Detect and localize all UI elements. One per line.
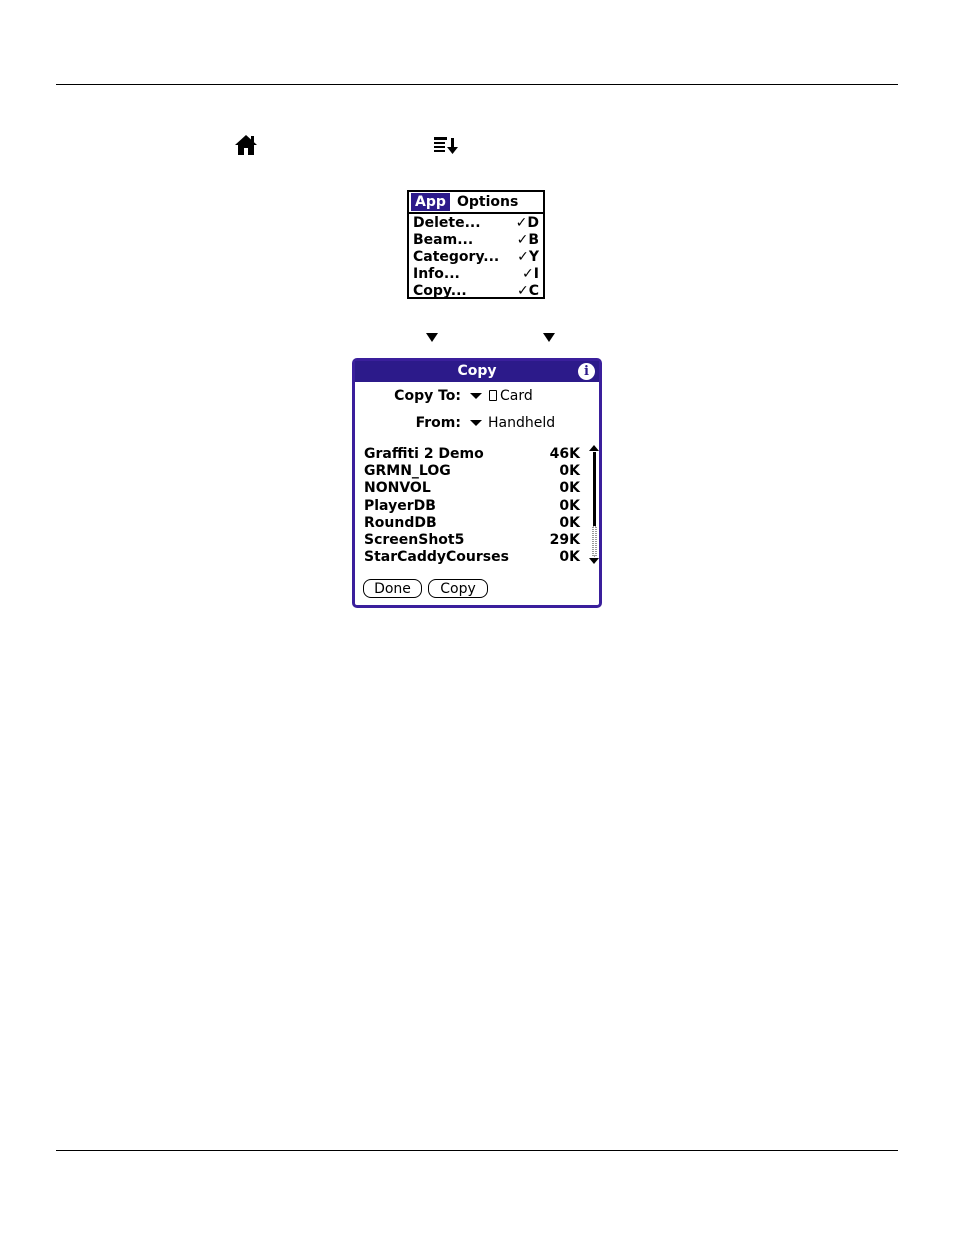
- menu-item-category[interactable]: [409, 249, 543, 266]
- done-button[interactable]: Done: [363, 579, 422, 598]
- menu-item-info[interactable]: [409, 266, 543, 283]
- list-item[interactable]: Graffiti 2 Demo 46K: [364, 446, 580, 462]
- shortcut: ✓B: [516, 232, 539, 248]
- scroll-up-icon: [589, 445, 599, 451]
- menu-item-label: Category...: [413, 249, 500, 265]
- info-icon[interactable]: i: [578, 363, 595, 380]
- dialog-title: Copy: [457, 363, 497, 379]
- list-item[interactable]: NONVOL 0K: [364, 480, 580, 497]
- copy-dialog: [352, 358, 602, 608]
- from-field: [355, 414, 600, 432]
- menu-bar: [409, 192, 543, 214]
- shortcut: ✓D: [515, 215, 539, 231]
- menu-icon: [433, 136, 459, 155]
- shortcut: ✓Y: [517, 249, 539, 265]
- dropdown-arrow-icon: [543, 333, 555, 342]
- copy-button[interactable]: Copy: [428, 579, 488, 598]
- menu-item-label: Copy...: [413, 283, 467, 299]
- footer-rule: [56, 1150, 898, 1151]
- menu-item-label: Delete...: [413, 215, 481, 231]
- menu-tab-app[interactable]: App: [411, 193, 450, 211]
- dropdown-arrow-icon: [426, 333, 438, 342]
- copy-to-dropdown-icon[interactable]: [470, 393, 482, 399]
- home-icon: [234, 134, 258, 156]
- list-item[interactable]: GRMN_LOG 0K: [364, 463, 580, 480]
- from-label: From:: [415, 415, 461, 431]
- scrollbar[interactable]: [588, 445, 600, 565]
- from-dropdown-icon[interactable]: [470, 420, 482, 426]
- from-value[interactable]: Handheld: [488, 415, 556, 431]
- app-menu: [407, 190, 545, 299]
- copy-to-label: Copy To:: [394, 388, 461, 404]
- menu-item-label: Beam...: [413, 232, 474, 248]
- scroll-down-icon: [589, 558, 599, 564]
- header-rule: [56, 84, 898, 85]
- menu-item-beam[interactable]: [409, 232, 543, 249]
- menu-tab-options[interactable]: Options: [457, 194, 519, 210]
- copy-to-value[interactable]: Card: [500, 388, 533, 404]
- shortcut: ✓I: [522, 266, 539, 282]
- list-item[interactable]: RoundDB 0K: [364, 514, 580, 531]
- list-item[interactable]: PlayerDB 0K: [364, 497, 580, 514]
- menu-item-delete[interactable]: [409, 215, 543, 232]
- dialog-title-bar: [355, 361, 599, 382]
- card-icon: [489, 390, 497, 401]
- app-list: [364, 446, 584, 566]
- menu-item-label: Info...: [413, 266, 460, 282]
- list-item[interactable]: ScreenShot5 29K: [364, 531, 580, 548]
- list-item[interactable]: StarCaddyCourses 0K: [364, 549, 580, 566]
- menu-item-copy[interactable]: [409, 283, 543, 300]
- shortcut: ✓C: [516, 283, 539, 299]
- copy-to-field: [355, 387, 600, 405]
